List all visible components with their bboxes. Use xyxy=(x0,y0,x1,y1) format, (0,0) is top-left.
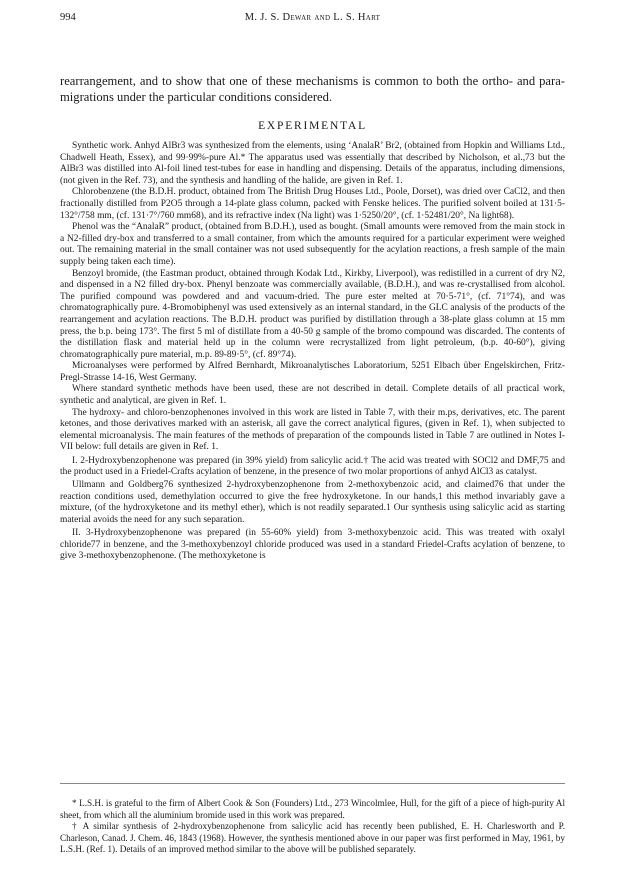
running-title: M. J. S. Dewar and L. S. Hart xyxy=(244,12,381,23)
footnotes xyxy=(60,798,565,856)
paragraph-standard-methods: Where standard synthetic methods have been used, these are not described in detail. Complete details of all practical work, synthetic and analytical, are given in Ref. 1. xyxy=(60,384,565,407)
paragraph-ullmann-goldberg: Ullmann and Goldberg76 synthesized 2-hydroxybenzophenone from 2-methoxybenzoic acid, and claimed76 that under the reaction conditions used, demethylation occurred to give the free hydroxyketone. In our hands,1 this method invariably gave a mixture, (of the hydroxyketone and its methyl ether), which is not readily separated.1 Our synthesis using salicylic acid as starting material avoids the need for any such separation. xyxy=(60,480,565,525)
paragraph-synthetic-work: Synthetic work. Anhyd AlBr3 was synthesized from the elements, using ‘AnalaR’ Br2, (obtained from Hopkin and Williams Ltd., Chadwell Heath, Essex), and 99·99%-pure Al.* The apparatus used was essentially that described by Nicholson, et al.,73 but the AlBr3 was distilled into Al-foil lined test-tubes for ease in handling and dispensing. Details of the apparatus, including dimensions, (not given in the Ref. 73), and the synthesis and handling of the halide, are given in Ref. 1. xyxy=(60,141,565,186)
paragraph-chlorobenzene: Chlorobenzene (the B.D.H. product, obtained from The British Drug Houses Ltd., Poole, Dorset), was dried over CaCl2, and then fractionally distilled from P2O5 through a 14-plate glass column, packed with Fenske helices. The purified solvent boiled at 131·5-132°/758 mm, (cf. 131·7°/760 mm68), and its refractive index (Na light) was 1·5250/20°, (cf. 1·52481/20°, Na light68). xyxy=(60,187,565,221)
body-text xyxy=(60,141,565,563)
page-number: 994 xyxy=(60,12,76,23)
paragraph-table-7: The hydroxy- and chloro-benzophenones involved in this work are listed in Table 7, with their m.ps, derivatives, etc. The parent ketones, and those derivatives marked with an asterisk, all gave the correct analytical figures, (given in Ref. 1), when subjected to elemental microanalysis. The main features of the methods of preparation of the compounds listed in Table 7 are outlined in Notes I-VII below: full details are given in Ref. 1. xyxy=(60,407,565,453)
paragraph-benzoyl-bromide: Benzoyl bromide, (the Eastman product, obtained through Kodak Ltd., Kirkby, Liverpool), was redistilled in a current of dry N2, and dispensed in a N2 filled dry-box. Phenyl benzoate was commercially available, (B.D.H.), and was re-crystallised from alcohol. The purified compound was powdered and and vacuum-dried. The pure ester melted at 70·5-71°, (cf. 71°74), and was chromatographically pure. 4-Bromobiphenyl was used extensively as an internal standard, in the GLC analysis of the products of the rearrangement and acylation reactions. The B.D.H. product was purified by distillation through a 38-plate glass column at 15 mm press, the b.p. being 173°. The first 5 ml of distillate from a 40-50 g sample of the bromo compound was discarded. The contents of the distillation flask and material held up in the column were recrystallized from light petroleum, (b.p. 40-60°), giving chromatographically pure material, m.p. 89-89·5°, (cf. 89°74). xyxy=(60,268,565,360)
paragraph-phenol: Phenol was the “AnalaR” product, (obtained from B.D.H.), used as bought. (Small amounts were removed from the main stock in a N2-filled dry-box and transferred to a small container, from which the amounts required for a particular experiment were weighed out. The remaining material in the small container was not used subsequently for the acylation reactions, a fresh sample of the main supply being taken each time). xyxy=(60,222,565,267)
section-heading-experimental: EXPERIMENTAL xyxy=(258,120,367,132)
running-header xyxy=(60,12,565,26)
footnote-divider xyxy=(60,783,565,784)
paragraph-note-i: I. 2-Hydroxybenzophenone was prepared (in 39% yield) from salicylic acid.† The acid was treated with SOCl2 and DMF,75 and the product used in a Friedel-Crafts acylation of benzene, in the presence of two molar proportions of anhyd AlCl3 as catalyst. xyxy=(60,455,565,478)
paragraph-note-ii: II. 3-Hydroxybenzophenone was prepared (in 55-60% yield) from 3-methoxybenzoic acid. This was treated with oxalyl chloride77 in benzene, and the 3-methoxybenzoyl chloride produced was used in a standard Friedel-Crafts acylation of benzene, to give 3-methoxybenzophenone. (The methoxyketone is xyxy=(60,528,565,562)
paragraph-microanalyses: Microanalyses were performed by Alfred Bernhardt, Mikroanalytisches Laboratorium, 5251 Elbach über Engelskirchen, Fritz-Pregl-Strasse 14-16, West Germany. xyxy=(60,361,565,383)
footnote-dagger: † A similar synthesis of 2-hydroxybenzophenone from salicylic acid has recently been published, E. H. Charlesworth and P. Charleson, Canad. J. Chem. 46, 1843 (1968). However, the synthesis mentioned above in our paper was first performed in May, 1961, by L.S.H. (Ref. 1). Details of an improved method similar to the above will be published separately. xyxy=(60,821,565,855)
footnote-asterisk: * L.S.H. is grateful to the firm of Albert Cook & Son (Founders) Ltd., 273 Wincolmlee, Hull, for the gift of a piece of high-purity Al sheet, from which all the aluminium bromide used in this work was prepared. xyxy=(60,798,565,820)
lead-paragraph: rearrangement, and to show that one of these mechanisms is common to both the ortho- and para-migrations under the particular conditions considered. xyxy=(60,74,565,104)
